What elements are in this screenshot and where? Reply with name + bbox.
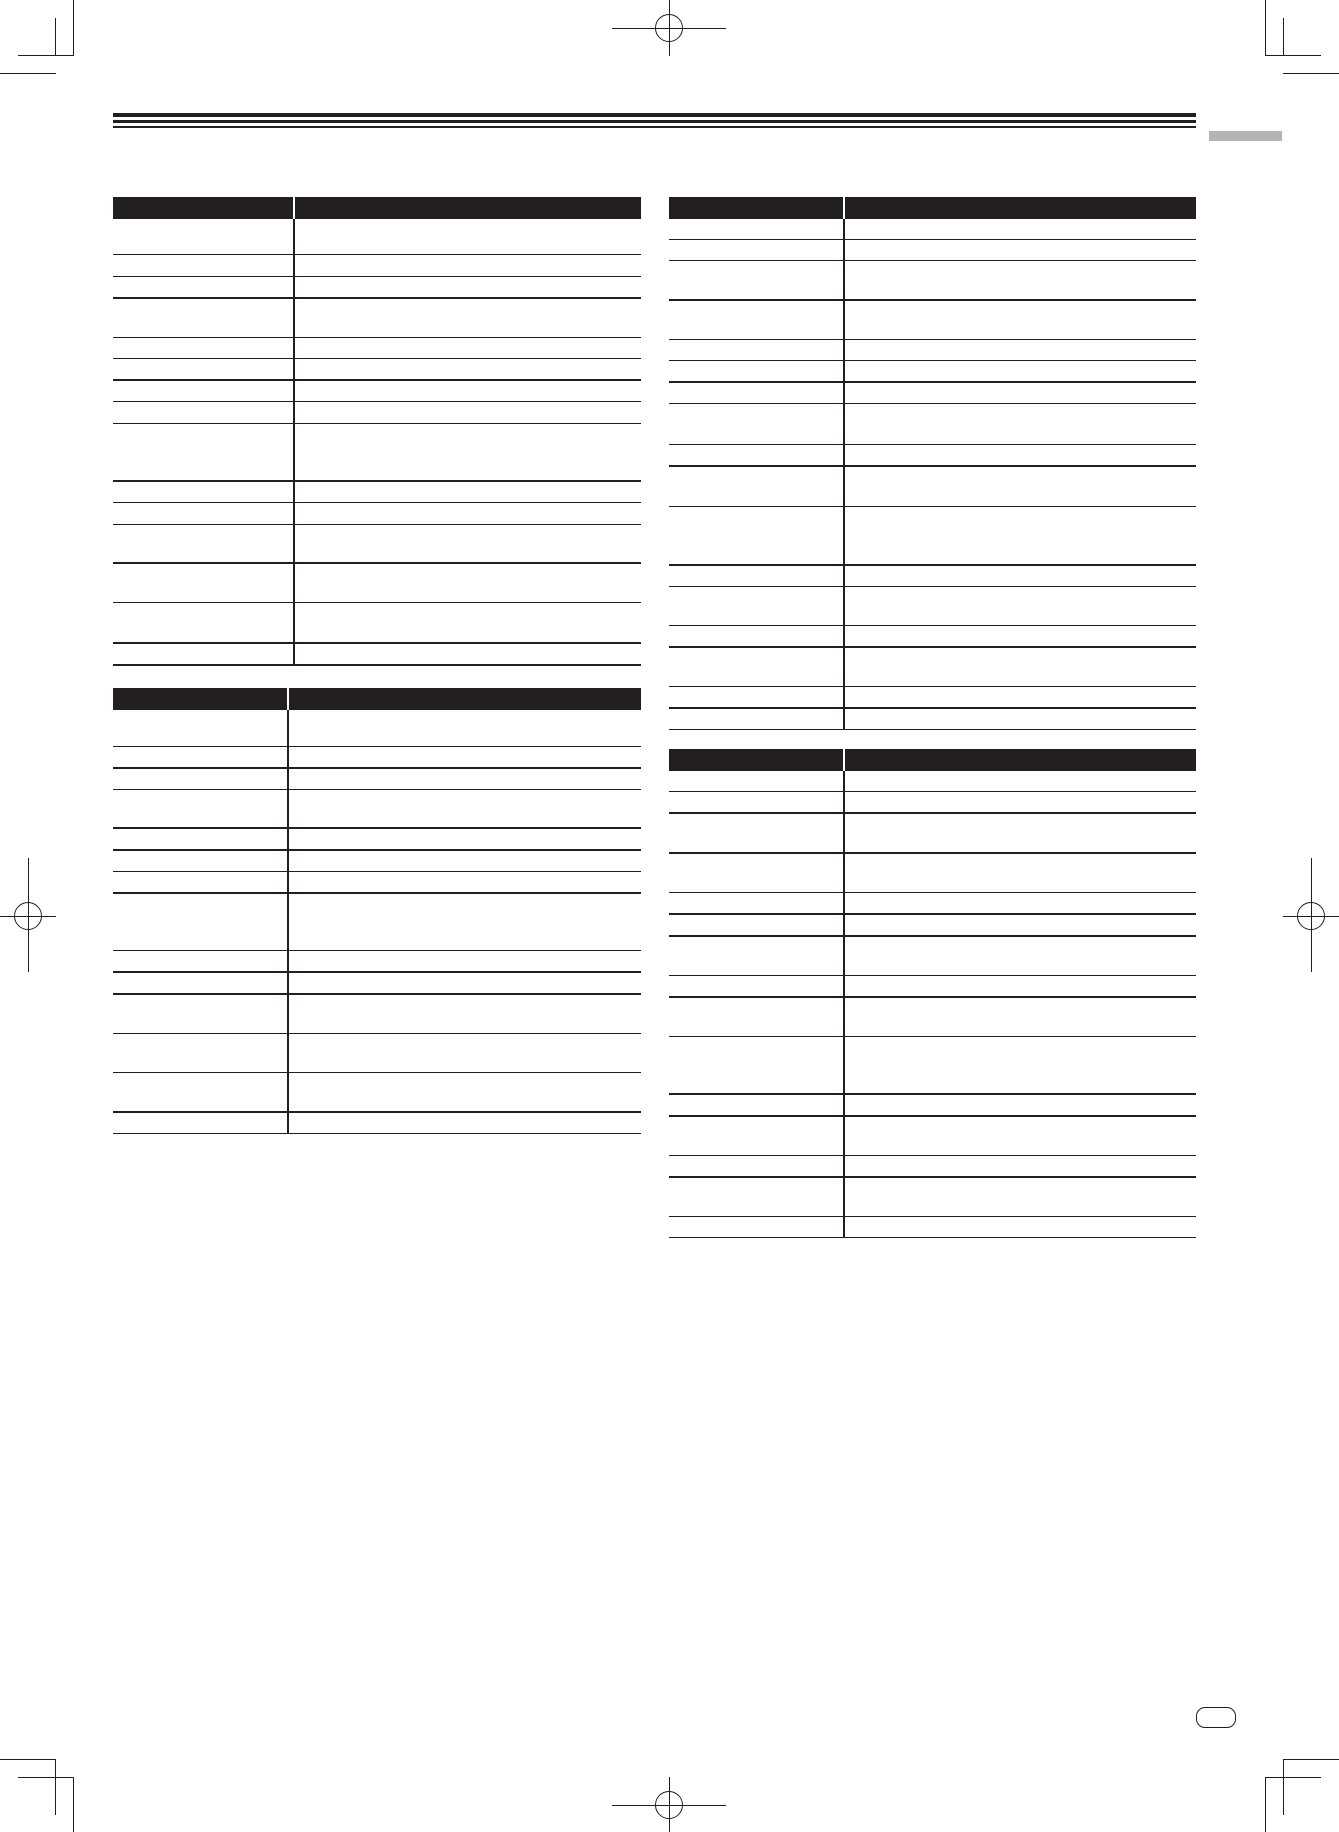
table-row <box>113 951 641 973</box>
table-row <box>113 402 641 424</box>
table-row <box>669 792 1196 814</box>
table-row <box>669 219 1196 240</box>
table-row <box>669 976 1196 998</box>
table-row <box>669 708 1196 730</box>
table-row <box>669 1116 1196 1156</box>
table-row <box>669 687 1196 709</box>
table-row <box>113 424 641 482</box>
table-row <box>113 359 641 381</box>
spec-table-left-bottom <box>113 688 641 1134</box>
crop-mark <box>1265 0 1266 56</box>
table-row <box>113 603 641 644</box>
table-row <box>113 298 641 338</box>
table-row <box>669 340 1196 361</box>
crop-mark <box>55 18 56 56</box>
table-row <box>113 768 641 790</box>
crop-mark <box>1283 73 1339 74</box>
table-row <box>113 219 641 255</box>
table-row <box>113 1034 641 1073</box>
table-row <box>113 503 641 525</box>
table-row <box>113 972 641 994</box>
table-row <box>669 565 1196 587</box>
table-row <box>669 1094 1196 1116</box>
table-row <box>669 261 1196 301</box>
crop-mark <box>1283 1759 1284 1815</box>
table-row <box>113 338 641 359</box>
table-row <box>669 1156 1196 1178</box>
table-row <box>113 255 641 277</box>
table-row <box>113 790 641 829</box>
table-row <box>669 813 1196 853</box>
table-row <box>669 626 1196 648</box>
table-row <box>113 850 641 872</box>
table-row <box>669 240 1196 261</box>
table-row <box>669 771 1196 792</box>
table-row <box>669 893 1196 915</box>
table-row <box>113 893 641 951</box>
header-rule <box>113 126 1196 128</box>
table-row <box>669 445 1196 467</box>
table-header <box>669 749 1196 771</box>
table-row <box>669 300 1196 340</box>
table-row <box>113 643 641 665</box>
table-header <box>113 197 641 219</box>
table-row <box>669 1217 1196 1238</box>
table-row <box>669 361 1196 383</box>
table-row <box>669 1177 1196 1217</box>
table-row <box>669 507 1196 566</box>
table-row <box>669 914 1196 936</box>
crop-mark <box>73 1777 74 1832</box>
table-row <box>113 872 641 894</box>
header-rule <box>113 113 1196 117</box>
table-row <box>113 710 641 747</box>
crop-mark <box>18 55 74 56</box>
crop-mark <box>73 0 74 56</box>
crop-mark <box>0 1759 56 1760</box>
table-header <box>113 688 641 710</box>
table-row <box>113 1073 641 1113</box>
table-row <box>113 563 641 603</box>
table-row <box>669 466 1196 507</box>
crop-mark <box>1283 18 1284 56</box>
table-row <box>669 936 1196 976</box>
registration-circle <box>1297 902 1325 930</box>
crop-mark <box>1265 55 1321 56</box>
table-row <box>113 380 641 402</box>
table-row <box>669 382 1196 404</box>
table-row <box>113 994 641 1034</box>
crop-mark <box>0 73 56 74</box>
table-row <box>113 747 641 769</box>
table-row <box>113 277 641 299</box>
crop-mark <box>1265 1777 1266 1832</box>
language-tab <box>1209 131 1282 141</box>
spec-table-left-top <box>113 197 641 666</box>
crop-mark <box>1265 1777 1321 1778</box>
header-rule <box>113 120 1196 123</box>
table-row <box>669 997 1196 1037</box>
table-header <box>669 197 1196 219</box>
table-row <box>113 1112 641 1134</box>
table-row <box>669 587 1196 626</box>
spec-table-right-top <box>669 197 1196 730</box>
table-row <box>113 828 641 850</box>
table-row <box>669 647 1196 687</box>
registration-circle <box>655 1791 683 1819</box>
page-number-badge <box>1196 1707 1236 1728</box>
registration-circle <box>14 902 42 930</box>
table-row <box>113 481 641 503</box>
table-row <box>113 525 641 564</box>
table-row <box>669 1037 1196 1095</box>
table-row <box>669 404 1196 445</box>
registration-circle <box>655 14 683 42</box>
crop-mark <box>1283 1759 1339 1760</box>
crop-mark <box>18 1777 74 1778</box>
crop-mark <box>55 1759 56 1815</box>
spec-table-right-bottom <box>669 749 1196 1238</box>
table-row <box>669 853 1196 893</box>
